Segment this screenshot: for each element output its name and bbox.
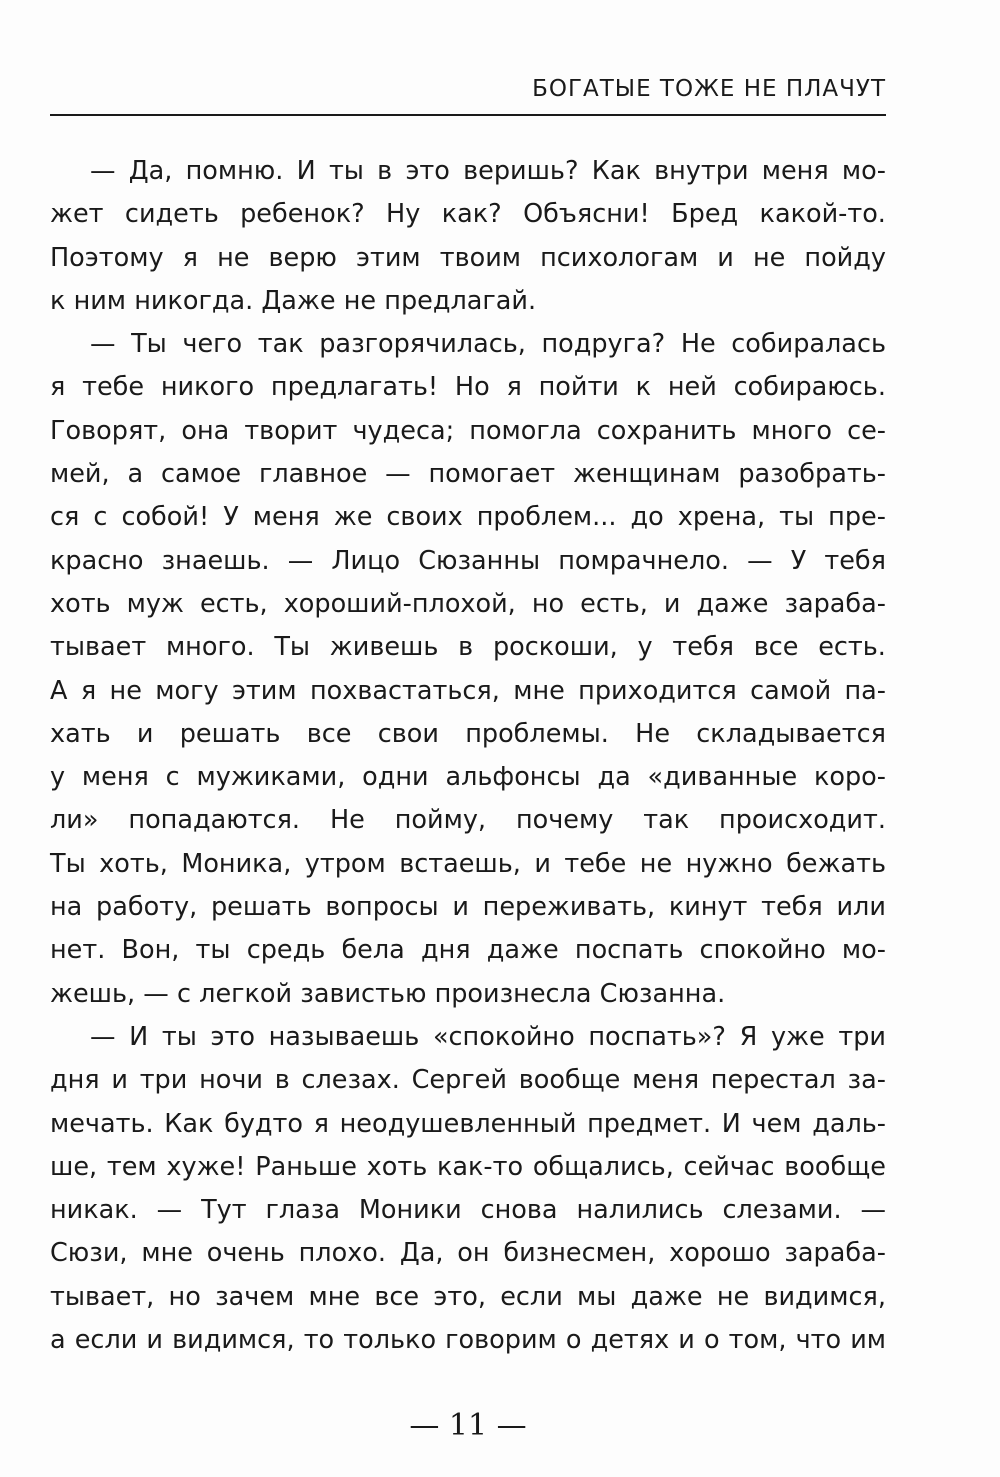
text-line: ся с собой! У меня же своих проблем... до хрена, ты пре- xyxy=(50,502,886,533)
text-line: Поэтому я не верю этим твоим психологам и не пойду xyxy=(50,242,886,273)
text-line: ли» попадаются. Не пойму, почему так происходит. xyxy=(50,805,886,836)
text-line: дня и три ночи в слезах. Сергей вообще меня перестал за- xyxy=(50,1065,886,1096)
running-head: БОГАТЫЕ ТОЖЕ НЕ ПЛАЧУТ xyxy=(532,76,886,102)
text-line: жет сидеть ребенок? Ну как? Объясни! Бред какой-то. xyxy=(50,199,886,230)
body-text xyxy=(50,150,886,1362)
text-line: у меня с мужиками, одни альфонсы да «диванные коро- xyxy=(50,762,886,793)
text-line: на работу, решать вопросы и переживать, кинут тебя или xyxy=(50,892,886,923)
text-line: мечать. Как будто я неодушевленный предмет. И чем даль- xyxy=(50,1108,886,1139)
text-line: тывает много. Ты живешь в роскоши, у тебя все есть. xyxy=(50,632,886,663)
text-line: никак. — Тут глаза Моники снова налились слезами. — xyxy=(50,1195,886,1226)
text-line: — И ты это называешь «спокойно поспать»? Я уже три xyxy=(90,1021,886,1052)
text-line: А я не могу этим похвастаться, мне приходится самой па- xyxy=(50,675,886,706)
text-line: жешь, — с легкой завистью произнесла Сюзанна. xyxy=(50,978,726,1009)
text-line: мей, а самое главное — помогает женщинам разобрать- xyxy=(50,459,886,490)
text-line: — Да, помню. И ты в это веришь? Как внутри меня мо- xyxy=(90,156,886,186)
text-line: Ты хоть, Моника, утром встаешь, и тебе не нужно бежать xyxy=(50,848,886,879)
text-line: Говорят, она творит чудеса; помогла сохранить много се- xyxy=(50,415,886,446)
text-line: к ним никогда. Даже не предлагай. xyxy=(50,285,537,316)
text-line: ше, тем хуже! Раньше хоть как-то общались, сейчас вообще xyxy=(50,1151,886,1182)
text-line: красно знаешь. — Лицо Сюзанны помрачнело. — У тебя xyxy=(50,545,886,576)
text-line: хоть муж есть, хороший-плохой, но есть, и даже зараба- xyxy=(50,588,886,619)
text-line: а если и видимся, то только говорим о детях и о том, что им xyxy=(50,1325,886,1356)
text-line: тывает, но зачем мне все это, если мы даже не видимся, xyxy=(50,1281,886,1312)
text-line: хать и решать все свои проблемы. Не складывается xyxy=(50,718,886,749)
text-line: я тебе никого предлагать! Но я пойти к ней собираюсь. xyxy=(50,372,886,403)
page-number: — 11 — xyxy=(409,1408,527,1443)
text-line: Сюзи, мне очень плохо. Да, он бизнесмен, хорошо зараба- xyxy=(50,1238,886,1269)
text-line: нет. Вон, ты средь бела дня даже поспать спокойно мо- xyxy=(50,935,886,966)
text-line: — Ты чего так разгорячилась, подруга? Не собиралась xyxy=(90,329,886,360)
header-rule xyxy=(50,114,886,116)
